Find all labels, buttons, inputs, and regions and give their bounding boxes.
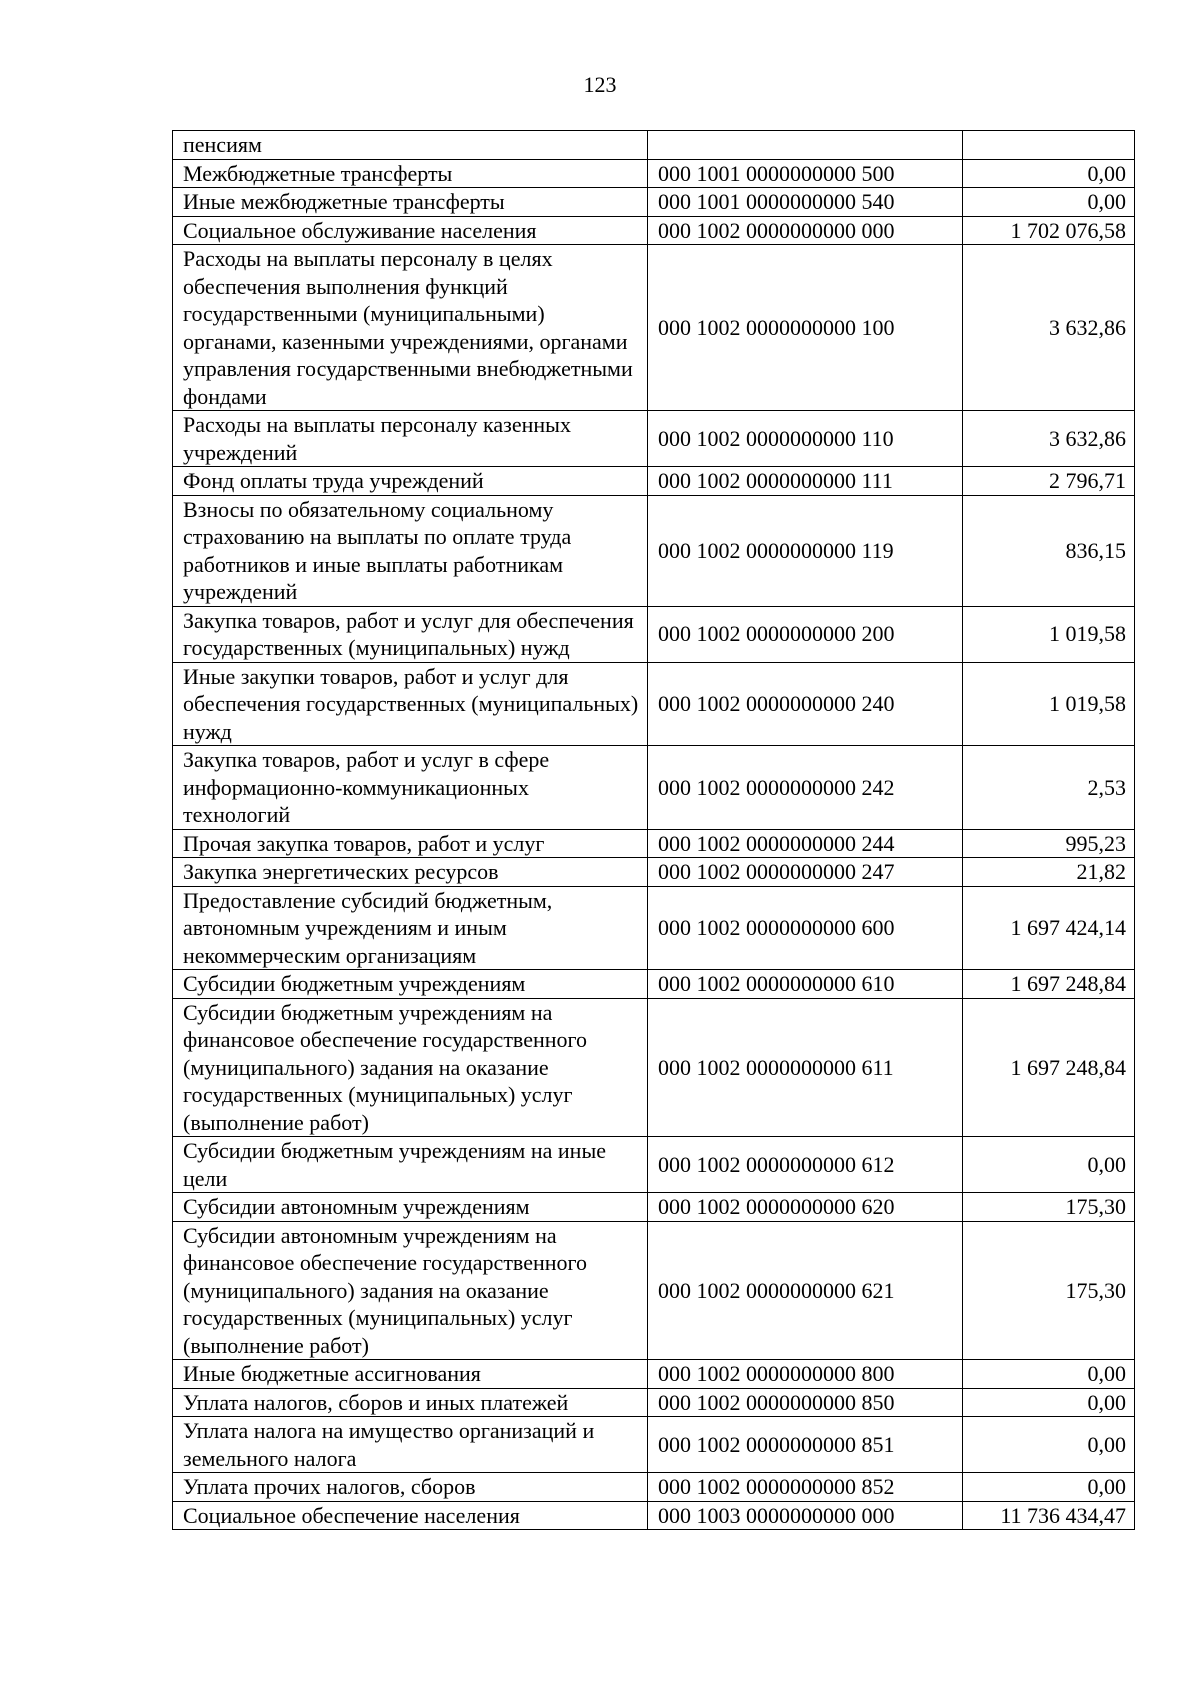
row-code: 000 1002 0000000000 610 — [648, 970, 963, 999]
table-row — [173, 1473, 1135, 1502]
row-code: 000 1002 0000000000 620 — [648, 1193, 963, 1222]
row-amount: 175,30 — [963, 1221, 1135, 1360]
row-code: 000 1002 0000000000 110 — [648, 411, 963, 467]
row-code: 000 1002 0000000000 850 — [648, 1388, 963, 1417]
table-row — [173, 746, 1135, 830]
row-amount: 0,00 — [963, 1417, 1135, 1473]
row-amount: 3 632,86 — [963, 411, 1135, 467]
row-code: 000 1002 0000000000 000 — [648, 216, 963, 245]
row-name: Субсидии бюджетным учреждениям — [173, 970, 648, 999]
table-row — [173, 1417, 1135, 1473]
row-name: Прочая закупка товаров, работ и услуг — [173, 829, 648, 858]
row-name: Закупка энергетических ресурсов — [173, 858, 648, 887]
row-name: Иные закупки товаров, работ и услуг для обеспечения государственных (муниципальных) нужд — [173, 662, 648, 746]
row-name: Социальное обслуживание населения — [173, 216, 648, 245]
table-row — [173, 998, 1135, 1137]
table-row — [173, 829, 1135, 858]
table-row — [173, 467, 1135, 496]
row-name: Взносы по обязательному социальному страхованию на выплаты по оплате труда работников и иные выплаты работникам учреждений — [173, 495, 648, 606]
row-code: 000 1002 0000000000 851 — [648, 1417, 963, 1473]
row-name: пенсиям — [173, 131, 648, 160]
table-row — [173, 131, 1135, 160]
table-row — [173, 858, 1135, 887]
row-amount: 21,82 — [963, 858, 1135, 887]
table-row — [173, 662, 1135, 746]
table-row — [173, 1221, 1135, 1360]
table-row — [173, 216, 1135, 245]
row-code: 000 1002 0000000000 611 — [648, 998, 963, 1137]
row-code: 000 1002 0000000000 852 — [648, 1473, 963, 1502]
row-amount: 0,00 — [963, 1360, 1135, 1389]
row-amount: 175,30 — [963, 1193, 1135, 1222]
page-number: 123 — [583, 72, 617, 97]
row-amount: 836,15 — [963, 495, 1135, 606]
row-name: Субсидии бюджетным учреждениям на финансовое обеспечение государственного (муниципального) задания на оказание государственных (муниципальных) услуг (выполнение работ) — [173, 998, 648, 1137]
row-code: 000 1002 0000000000 111 — [648, 467, 963, 496]
row-amount: 1 019,58 — [963, 606, 1135, 662]
row-name: Уплата налога на имущество организаций и земельного налога — [173, 1417, 648, 1473]
row-amount: 1 697 424,14 — [963, 886, 1135, 970]
row-code: 000 1002 0000000000 100 — [648, 245, 963, 411]
table-row — [173, 159, 1135, 188]
row-amount: 3 632,86 — [963, 245, 1135, 411]
row-name: Расходы на выплаты персоналу в целях обеспечения выполнения функций государственными (муниципальными) органами, казенными учреждениями, органами управления государственными внебюджетными фондами — [173, 245, 648, 411]
row-amount: 1 697 248,84 — [963, 970, 1135, 999]
row-name: Предоставление субсидий бюджетным, автономным учреждениям и иным некоммерческим организациям — [173, 886, 648, 970]
row-amount: 995,23 — [963, 829, 1135, 858]
row-name: Субсидии автономным учреждениям — [173, 1193, 648, 1222]
row-amount: 0,00 — [963, 159, 1135, 188]
row-name: Закупка товаров, работ и услуг для обеспечения государственных (муниципальных) нужд — [173, 606, 648, 662]
row-amount: 0,00 — [963, 1137, 1135, 1193]
row-amount: 2 796,71 — [963, 467, 1135, 496]
table-row — [173, 1388, 1135, 1417]
row-name: Иные межбюджетные трансферты — [173, 188, 648, 217]
row-amount: 1 019,58 — [963, 662, 1135, 746]
table-row — [173, 411, 1135, 467]
row-code: 000 1002 0000000000 612 — [648, 1137, 963, 1193]
row-name: Субсидии бюджетным учреждениям на иные цели — [173, 1137, 648, 1193]
row-code: 000 1002 0000000000 247 — [648, 858, 963, 887]
row-code: 000 1002 0000000000 200 — [648, 606, 963, 662]
table-row — [173, 188, 1135, 217]
table-row — [173, 1501, 1135, 1530]
row-name: Расходы на выплаты персоналу казенных учреждений — [173, 411, 648, 467]
row-name: Социальное обеспечение населения — [173, 1501, 648, 1530]
row-code: 000 1002 0000000000 119 — [648, 495, 963, 606]
table-row — [173, 495, 1135, 606]
row-name: Уплата налогов, сборов и иных платежей — [173, 1388, 648, 1417]
row-code: 000 1001 0000000000 500 — [648, 159, 963, 188]
table-row — [173, 606, 1135, 662]
row-amount: 2,53 — [963, 746, 1135, 830]
row-code — [648, 131, 963, 160]
row-code: 000 1002 0000000000 600 — [648, 886, 963, 970]
row-amount — [963, 131, 1135, 160]
row-code: 000 1002 0000000000 242 — [648, 746, 963, 830]
table-row — [173, 970, 1135, 999]
budget-table — [172, 130, 1135, 1530]
table-row — [173, 245, 1135, 411]
row-amount: 0,00 — [963, 188, 1135, 217]
row-code: 000 1001 0000000000 540 — [648, 188, 963, 217]
row-name: Закупка товаров, работ и услуг в сфере информационно-коммуникационных технологий — [173, 746, 648, 830]
row-name: Фонд оплаты труда учреждений — [173, 467, 648, 496]
row-code: 000 1002 0000000000 240 — [648, 662, 963, 746]
row-name: Уплата прочих налогов, сборов — [173, 1473, 648, 1502]
table-row — [173, 886, 1135, 970]
row-amount: 11 736 434,47 — [963, 1501, 1135, 1530]
row-name: Иные бюджетные ассигнования — [173, 1360, 648, 1389]
row-code: 000 1002 0000000000 244 — [648, 829, 963, 858]
table-row — [173, 1137, 1135, 1193]
row-amount: 0,00 — [963, 1473, 1135, 1502]
row-name: Субсидии автономным учреждениям на финансовое обеспечение государственного (муниципального) задания на оказание государственных (муниципальных) услуг (выполнение работ) — [173, 1221, 648, 1360]
row-amount: 1 697 248,84 — [963, 998, 1135, 1137]
row-amount: 0,00 — [963, 1388, 1135, 1417]
row-name: Межбюджетные трансферты — [173, 159, 648, 188]
row-code: 000 1002 0000000000 800 — [648, 1360, 963, 1389]
row-amount: 1 702 076,58 — [963, 216, 1135, 245]
table-row — [173, 1193, 1135, 1222]
table-row — [173, 1360, 1135, 1389]
row-code: 000 1002 0000000000 621 — [648, 1221, 963, 1360]
row-code: 000 1003 0000000000 000 — [648, 1501, 963, 1530]
